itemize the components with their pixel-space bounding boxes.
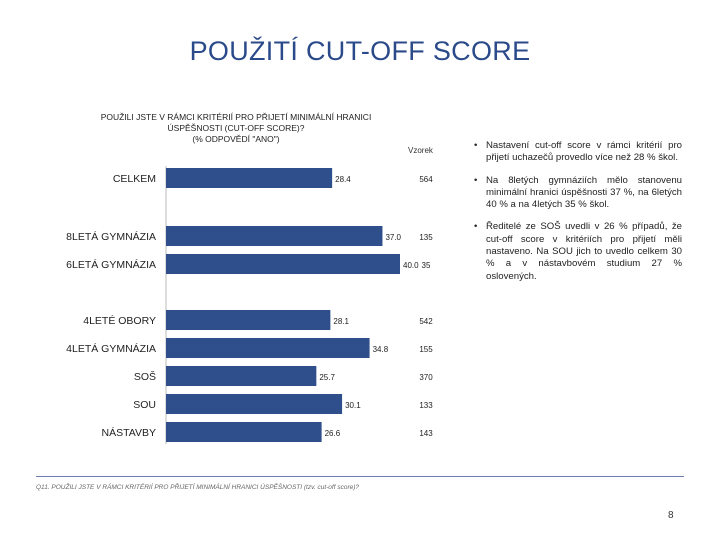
sample-size-label: 143 bbox=[419, 429, 433, 438]
bar bbox=[166, 168, 332, 188]
category-label: NÁSTAVBY bbox=[101, 427, 156, 439]
sample-size-label: 564 bbox=[419, 175, 433, 184]
category-label: 6LETÁ GYMNÁZIA bbox=[66, 259, 156, 271]
bar bbox=[166, 394, 342, 414]
notes-list bbox=[474, 140, 682, 293]
note-item bbox=[474, 140, 682, 165]
footnote: Q11. POUŽILI JSTE V RÁMCI KRITÉRIÍ PRO PŘIJETÍ MINIMÁLNÍ HRANICI ÚSPĚŠNOSTI (tzv. cut-off score)? bbox=[36, 484, 360, 491]
sample-size-label: 135 bbox=[419, 233, 433, 242]
footer-divider bbox=[36, 476, 684, 477]
note-text: Ředitelé ze SOŠ uvedli v 26 % případů, že cut-off score v kritériích pro přijetí měli nastaveno. Na SOU jich to uvedlo celkem 30 % a v nástavbovém studium 27 % oslovených. bbox=[486, 221, 682, 282]
question-line: POUŽILI JSTE V RÁMCI KRITÉRIÍ PRO PŘIJETÍ MINIMÁLNÍ HRANICI bbox=[100, 112, 372, 122]
category-label: CELKEM bbox=[112, 173, 156, 185]
category-label: 8LETÁ GYMNÁZIA bbox=[66, 231, 156, 243]
sample-size-label: 370 bbox=[419, 373, 433, 382]
data-label: 30.1 bbox=[345, 401, 361, 410]
category-label: SOŠ bbox=[133, 371, 156, 383]
sample-size-label: 35 bbox=[421, 261, 431, 270]
note-text: Nastavení cut-off score v rámci kritérií pro přijetí uchazečů provedlo více než 28 % škol. bbox=[486, 140, 682, 164]
sample-size-label: 133 bbox=[419, 401, 433, 410]
note-item bbox=[474, 221, 682, 282]
data-label: 34.8 bbox=[372, 345, 389, 354]
bar bbox=[166, 366, 316, 386]
bar bbox=[166, 226, 382, 246]
page-number: 8 bbox=[668, 510, 674, 521]
bar bbox=[166, 310, 330, 330]
data-label: 26.6 bbox=[324, 429, 341, 438]
note-text: Na 8letých gymnáziích mělo stanovenu minimální hranici úspěšnosti 37 %, na 6letých 40 % a na 4letých 35 % škol. bbox=[486, 174, 682, 211]
data-label: 28.4 bbox=[335, 175, 351, 184]
question-line: ÚSPĚŠNOSTI (CUT-OFF SCORE)? bbox=[167, 123, 305, 133]
category-label: SOU bbox=[133, 399, 156, 411]
bullet-icon: • bbox=[474, 174, 478, 186]
data-label: 37.0 bbox=[385, 233, 402, 242]
sample-size-label: 155 bbox=[419, 345, 433, 354]
note-item bbox=[474, 175, 682, 212]
question-line: (% ODPOVĚDÍ "ANO") bbox=[192, 134, 280, 144]
category-label: 4LETÉ OBORY bbox=[83, 315, 156, 327]
data-label: 25.7 bbox=[319, 373, 335, 382]
bar bbox=[166, 254, 400, 274]
bullet-icon: • bbox=[474, 140, 478, 151]
data-label: 28.1 bbox=[333, 317, 349, 326]
data-label: 40.0 bbox=[403, 261, 419, 270]
page-title: POUŽITÍ CUT-OFF SCORE bbox=[189, 36, 531, 66]
sample-size-header: Vzorek bbox=[408, 146, 433, 155]
bullet-icon: • bbox=[474, 221, 478, 233]
sample-size-label: 542 bbox=[419, 317, 433, 326]
bar bbox=[166, 338, 370, 358]
category-label: 4LETÁ GYMNÁZIA bbox=[66, 343, 156, 355]
bar bbox=[166, 422, 322, 442]
